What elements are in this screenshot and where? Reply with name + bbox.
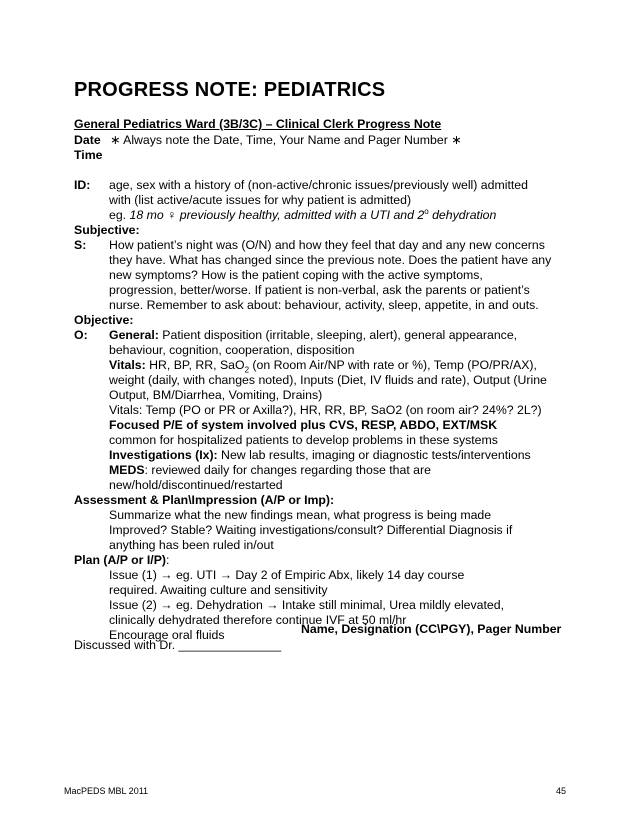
id-line-1: age, sex with a history of (non-active/chronic issues/previously well) admitted xyxy=(109,178,528,192)
vitals-sub: 2 xyxy=(244,365,250,375)
plan-issue-2-line-3: Encourage oral fluids xyxy=(109,628,225,642)
id-line-2: with (list active/acute issues for why patient is admitted) xyxy=(109,193,412,207)
vitals-text-a: HR, BP, RR, SaO xyxy=(145,358,245,372)
investigations-text: New lab results, imaging or diagnostic tests/interventions xyxy=(217,448,531,462)
assessment-line: Improved? Stable? Waiting investigations/consult? Differential Diagnosis if xyxy=(109,523,513,537)
vitals-line-4: Vitals: Temp (PO or PR or Axilla?), HR, RR, BP, SaO2 (on room air? 24%? 2L?) xyxy=(109,403,542,417)
assessment-line: Summarize what the new findings mean, what progress is being made xyxy=(109,508,492,522)
meds-label: MEDS xyxy=(109,463,145,477)
vitals-line-1 xyxy=(109,358,537,373)
focused-exam-line: Focused P/E of system involved plus CVS, RESP, ABDO, EXT/MSK xyxy=(109,418,498,432)
focused-exam-note: common for hospitalized patients to develop problems in these systems xyxy=(109,433,498,447)
plan-issue-2-line-2: clinically dehydrated therefore continue IVF at 50 ml/hr xyxy=(109,613,407,627)
plan-heading-colon: : xyxy=(166,553,170,567)
subjective-line: new symptoms? How is the patient coping with the active symptoms, xyxy=(109,268,483,282)
subjective-line: they have. What has changed since the previous note. Does the patient have any xyxy=(109,253,552,267)
subjective-label: S: xyxy=(74,238,87,252)
discussed-with-line: Discussed with Dr. _______________ xyxy=(74,638,282,652)
vitals-line-3: Output, BM/Diarrhea, Vomiting, Drains) xyxy=(109,388,323,402)
id-example-suffix: dehydration xyxy=(428,208,497,222)
general-label: General: xyxy=(109,328,159,342)
meds-text: : reviewed daily for changes regarding those that are xyxy=(144,463,431,477)
investigations-line xyxy=(109,448,531,463)
document-page xyxy=(64,0,574,826)
page-number: 45 xyxy=(556,786,567,796)
id-example-prefix: eg. xyxy=(109,208,130,222)
date-label: Date xyxy=(74,133,101,147)
general-line-2: behaviour, cognition, cooperation, disposition xyxy=(109,343,355,357)
objective-heading: Objective: xyxy=(74,313,134,327)
general-line-1 xyxy=(109,328,517,343)
footer-left: MacPEDS MBL 2011 xyxy=(64,786,149,796)
vitals-label: Vitals: xyxy=(109,358,146,372)
subjective-line: progression, better/worse. If patient is non-verbal, ask the parents or patient’s xyxy=(109,283,530,297)
plan-heading-row xyxy=(74,553,169,568)
id-example-text: 18 mo ♀ previously healthy, admitted with a UTI and 2 xyxy=(129,208,425,222)
id-example xyxy=(109,208,496,223)
signature-line: Name, Designation (CC\PGY), Pager Number xyxy=(301,622,562,636)
vitals-line-2: weight (daily, with changes noted), Inputs (Diet, IV fluids and rate), Output (Urine xyxy=(109,373,547,387)
vitals-text-b: (on Room Air/NP with rate or %), Temp (PO/PR/AX), xyxy=(249,358,537,372)
ward-heading: General Pediatrics Ward (3B/3C) – Clinical Clerk Progress Note xyxy=(74,117,442,131)
date-row xyxy=(74,133,462,148)
meds-line-2: new/hold/discontinued/restarted xyxy=(109,478,283,492)
subjective-line: nurse. Remember to ask about: behaviour, activity, sleep, appetite, in and outs. xyxy=(109,298,539,312)
objective-label: O: xyxy=(74,328,88,342)
id-example-sup: o xyxy=(424,206,429,216)
general-text: Patient disposition (irritable, sleeping, alert), general appearance, xyxy=(158,328,518,342)
subjective-heading: Subjective: xyxy=(74,223,140,237)
plan-issue-2-line-1: Issue (2) → eg. Dehydration → Intake still minimal, Urea mildly elevated, xyxy=(109,598,505,612)
investigations-label: Investigations (Ix): xyxy=(109,448,218,462)
page-title: PROGRESS NOTE: PEDIATRICS xyxy=(74,79,386,101)
plan-heading: Plan (A/P or I/P) xyxy=(74,553,167,567)
time-label: Time xyxy=(74,148,103,162)
plan-issue-1-line-1: Issue (1) → eg. UTI → Day 2 of Empiric Abx, likely 14 day course xyxy=(109,568,465,582)
subjective-line: How patient’s night was (O/N) and how they feel that day and any new concerns xyxy=(109,238,545,252)
assessment-line: anything has been ruled in/out xyxy=(109,538,274,552)
date-note: ∗ Always note the Date, Time, Your Name and Pager Number ∗ xyxy=(110,133,462,147)
meds-line xyxy=(109,463,431,478)
assessment-heading: Assessment & Plan\Impression (A/P or Imp): xyxy=(74,493,335,507)
plan-issue-1-line-2: required. Awaiting culture and sensitivity xyxy=(109,583,328,597)
id-label: ID: xyxy=(74,178,91,192)
